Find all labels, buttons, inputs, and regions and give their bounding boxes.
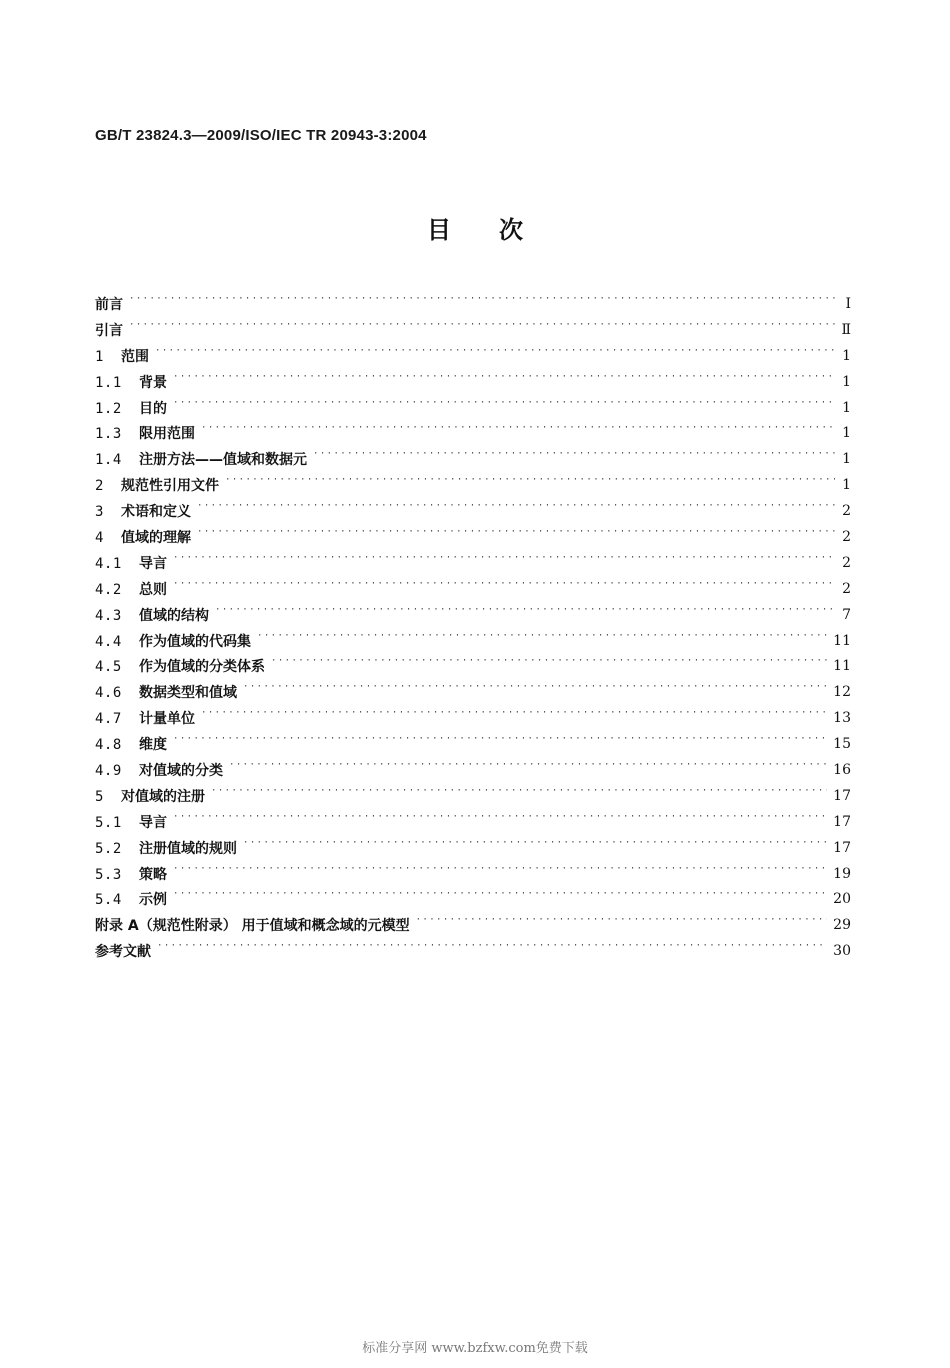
- toc-entry[interactable]: [95, 835, 851, 861]
- toc-entry-title: [95, 760, 223, 780]
- toc-leader-dots: [173, 867, 827, 881]
- toc-entry-page: 11: [833, 632, 851, 649]
- toc-entry-title: [95, 631, 251, 651]
- toc-entry-label: 导言: [139, 555, 167, 572]
- toc-entry[interactable]: [95, 343, 851, 369]
- toc-entry-label: 值域的理解: [121, 529, 191, 546]
- toc-entry-title: [95, 527, 191, 547]
- toc-entry-number: 4.7: [95, 711, 122, 728]
- toc-entry-label: 值域的结构: [139, 607, 209, 624]
- toc-entry-label: 前言: [95, 296, 123, 313]
- toc-entry-title: [95, 812, 167, 832]
- toc-entry[interactable]: [95, 886, 851, 912]
- toc-entry-label: 术语和定义: [121, 504, 191, 521]
- toc-leader-dots: [215, 608, 835, 622]
- toc-entry-number: 4.9: [95, 762, 122, 779]
- toc-entry-label: 作为值域的代码集: [139, 633, 251, 650]
- toc-entry-label: 维度: [139, 737, 167, 754]
- toc-entry-number: 4.5: [95, 659, 122, 676]
- toc-entry-label: 对值域的注册: [121, 788, 205, 805]
- toc-entry[interactable]: [95, 679, 851, 705]
- toc-entry-label: 导言: [139, 814, 167, 831]
- toc-entry-label: 注册方法——值域和数据元: [139, 452, 307, 469]
- toc-entry-number: 5: [95, 788, 104, 805]
- toc-leader-dots: [173, 582, 835, 596]
- toc-entry-title: [95, 553, 167, 573]
- toc-entry-title: [95, 682, 237, 702]
- toc-entry-page: 1: [842, 347, 851, 364]
- toc-entry-title: [95, 346, 149, 366]
- toc-leader-dots: [229, 763, 827, 777]
- toc-entry-page: 30: [833, 943, 851, 960]
- toc-entry-page: 2: [842, 554, 851, 571]
- toc-entry-page: 1: [842, 373, 851, 390]
- toc-entry-number: 4.1: [95, 555, 122, 572]
- toc-entry-number: 4.6: [95, 685, 122, 702]
- toc-entry[interactable]: [95, 809, 851, 835]
- toc-leader-dots: [243, 685, 827, 699]
- toc-entry-number: 3: [95, 504, 104, 521]
- toc-entry-title: [95, 864, 167, 884]
- toc-entry-page: 2: [842, 580, 851, 597]
- toc-entry-page: 29: [833, 917, 851, 934]
- toc-entry[interactable]: [95, 705, 851, 731]
- toc-entry-title: [95, 579, 167, 599]
- footer-watermark: 标准分享网 www.bzfxw.com免费下载: [362, 1341, 588, 1356]
- standard-number: GB/T 23824.3—2009/ISO/IEC TR 20943-3:2004: [95, 127, 427, 144]
- toc-entry-title: [95, 294, 123, 314]
- toc-leader-dots: [129, 323, 835, 337]
- toc-leader-dots: [173, 892, 827, 906]
- toc-entry[interactable]: [95, 317, 851, 343]
- toc-entry[interactable]: [95, 550, 851, 576]
- toc-entry-title: [95, 889, 167, 909]
- toc-leader-dots: [243, 841, 827, 855]
- toc-entry-page: 1: [842, 451, 851, 468]
- toc-entry-page: 7: [842, 606, 851, 623]
- toc-entry[interactable]: [95, 938, 851, 964]
- toc-entry-page: 11: [833, 658, 851, 675]
- toc-entry-number: 1: [95, 348, 104, 365]
- toc-entry-label: 作为值域的分类体系: [139, 659, 265, 676]
- toc-entry-label: 数据类型和值域: [139, 685, 237, 702]
- toc-entry-number: 1.1: [95, 374, 122, 391]
- toc-entry-number: 1.3: [95, 426, 122, 443]
- toc-entry[interactable]: [95, 472, 851, 498]
- toc-entry-label: 参考文献: [95, 944, 151, 961]
- toc-entry-title: [95, 449, 307, 469]
- toc-entry-number: 4.2: [95, 581, 122, 598]
- toc-entry-page: 16: [833, 761, 851, 778]
- toc-entry-label: 对值域的分类: [139, 762, 223, 779]
- toc-entry[interactable]: [95, 912, 851, 938]
- toc-entry-number: 5.3: [95, 866, 122, 883]
- toc-leader-dots: [313, 452, 835, 466]
- toc-entry-label: 范围: [121, 348, 149, 365]
- toc-entry-number: 2: [95, 478, 104, 495]
- toc-entry-page: 13: [833, 710, 851, 727]
- toc-entry-title: [95, 475, 219, 495]
- toc-entry-number: 4.8: [95, 737, 122, 754]
- toc-entry-label: 附录 A（规范性附录） 用于值域和概念域的元模型: [95, 918, 410, 935]
- toc-entry-page: 17: [833, 839, 851, 856]
- toc-entry-page: 19: [833, 865, 851, 882]
- toc-entry-title: [95, 501, 191, 521]
- toc-entry-number: 4.4: [95, 633, 122, 650]
- toc-leader-dots: [155, 349, 835, 363]
- toc-entry[interactable]: [95, 628, 851, 654]
- toc-entry[interactable]: [95, 291, 851, 317]
- toc-entry-title: [95, 423, 195, 443]
- toc-leader-dots: [225, 478, 835, 492]
- toc-entry-number: 4: [95, 529, 104, 546]
- toc-entry[interactable]: [95, 757, 851, 783]
- toc-entry-page: Ⅱ: [841, 321, 851, 338]
- toc-entry-label: 引言: [95, 322, 123, 339]
- toc-entry-page: 12: [833, 684, 851, 701]
- toc-entry-label: 计量单位: [139, 711, 195, 728]
- toc-leader-dots: [173, 815, 827, 829]
- toc-leader-dots: [201, 426, 835, 440]
- toc-entry-label: 总则: [139, 581, 167, 598]
- toc-leader-dots: [201, 711, 827, 725]
- toc-leader-dots: [173, 375, 835, 389]
- toc-entry-number: 5.1: [95, 814, 122, 831]
- toc-entry-label: 示例: [139, 892, 167, 909]
- toc-entry[interactable]: [95, 420, 851, 446]
- toc-entry-title: [95, 786, 205, 806]
- toc-entry-page: 17: [833, 787, 851, 804]
- toc-leader-dots: [173, 401, 835, 415]
- toc-entry[interactable]: [95, 498, 851, 524]
- toc-entry-page: 1: [842, 425, 851, 442]
- toc-entry-title: [95, 320, 123, 340]
- toc-entry-label: 规范性引用文件: [121, 478, 219, 495]
- toc-entry-title: [95, 372, 167, 392]
- toc-entry-label: 背景: [139, 374, 167, 391]
- toc-entry-number: 1.4: [95, 452, 122, 469]
- toc-leader-dots: [271, 659, 827, 673]
- toc-entry[interactable]: [95, 602, 851, 628]
- toc-entry-page: Ⅰ: [845, 295, 851, 312]
- toc-entry-title: [95, 656, 265, 676]
- toc-entry-title: [95, 915, 410, 935]
- toc-entry-page: 1: [842, 477, 851, 494]
- toc-leader-dots: [197, 504, 835, 518]
- toc-leader-dots: [197, 530, 835, 544]
- toc-entry-page: 17: [833, 813, 851, 830]
- toc-entry-page: 15: [833, 736, 851, 753]
- toc-entry[interactable]: [95, 369, 851, 395]
- toc-leader-dots: [173, 556, 835, 570]
- toc-entry-number: 4.3: [95, 607, 122, 624]
- toc-entry[interactable]: [95, 395, 851, 421]
- toc-leader-dots: [157, 944, 827, 958]
- toc-entry-page: 2: [842, 528, 851, 545]
- toc-entry-page: 1: [842, 399, 851, 416]
- toc-entry-number: 5.4: [95, 892, 122, 909]
- toc-entry[interactable]: [95, 653, 851, 679]
- toc-entry-title: [95, 398, 167, 418]
- toc-entry[interactable]: [95, 576, 851, 602]
- toc-entry[interactable]: [95, 524, 851, 550]
- toc-entry-number: 1.2: [95, 400, 122, 417]
- toc-entry-label: 注册值域的规则: [139, 840, 237, 857]
- page-title: 目次: [427, 216, 571, 244]
- toc-leader-dots: [211, 789, 827, 803]
- toc-entry-page: 2: [842, 503, 851, 520]
- toc-entry-title: [95, 941, 151, 961]
- toc-leader-dots: [129, 297, 835, 311]
- toc-entry-number: 5.2: [95, 840, 122, 857]
- table-of-contents: [95, 291, 851, 964]
- toc-entry-label: 目的: [139, 400, 167, 417]
- toc-entry[interactable]: [95, 783, 851, 809]
- toc-entry-label: 限用范围: [139, 426, 195, 443]
- toc-entry-title: [95, 734, 167, 754]
- toc-leader-dots: [416, 918, 828, 932]
- toc-entry-title: [95, 708, 195, 728]
- toc-leader-dots: [257, 634, 827, 648]
- toc-leader-dots: [173, 737, 827, 751]
- toc-entry-title: [95, 605, 209, 625]
- toc-entry[interactable]: [95, 861, 851, 887]
- toc-entry[interactable]: [95, 731, 851, 757]
- toc-entry-title: [95, 838, 237, 858]
- toc-entry-page: 20: [833, 891, 851, 908]
- toc-entry[interactable]: [95, 446, 851, 472]
- toc-entry-label: 策略: [139, 866, 167, 883]
